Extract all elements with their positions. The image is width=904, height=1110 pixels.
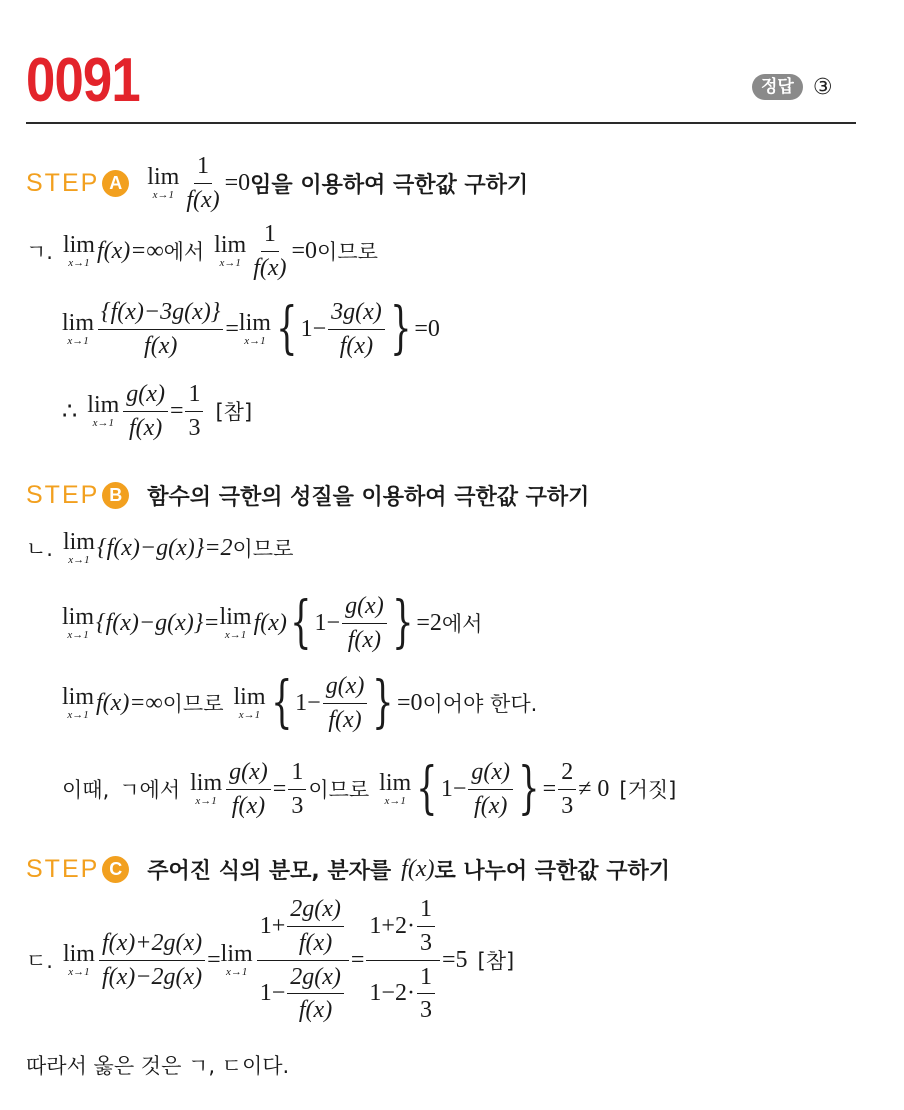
- step-a-title: 임을 이용하여 극한값 구하기: [250, 172, 529, 198]
- step-c-title: 주어진 식의 분모, 분자를: [147, 859, 392, 884]
- step-c-heading: STEP C 주어진 식의 분모, 분자를 f(x) 로 나누어 극한값 구하기: [26, 855, 670, 884]
- item-giyeok-line3: ∴ lim x→1 $\frac{g(x)}{f(x)}$ = $\frac{1}{3}$ [참]: [62, 381, 253, 441]
- answer-badge: 정답: [752, 74, 803, 100]
- answer-value: ③: [812, 74, 833, 100]
- item-nieun-line4: 이때, ㄱ에서 lim x→1 $\frac{g(x)}{f(x)}$ = $\frac{1}{3}$ 이므로 lim x→1 { 1− $\frac{g(x)}{f(x)}$ } = $\frac{2}{3}$ ≠ 0 [거짓]: [62, 756, 677, 822]
- item-nieun-line3: lim x→1 f(x)=∞ 이므로 lim x→1 { 1− $\frac{g(x)}{f(x)}$ } =0 이어야 한다.: [62, 670, 538, 736]
- item-nieun-line2: lim x→1 {f(x)−g(x)}= lim x→1 f(x) { 1− $\frac{g(x)}{f(x)}$ } =2 에서: [62, 590, 483, 656]
- step-a-heading: STEP A lim x→1 $\frac{1}{f(x)}$ =0 임을 이용하여 극한값 구하기: [26, 153, 529, 213]
- step-b-heading: [26, 480, 589, 511]
- step-b-title: 함수의 극한의 성질을 이용하여 극한값 구하기: [147, 485, 590, 510]
- answer-area: [752, 74, 833, 100]
- step-c-badge: C: [102, 856, 129, 883]
- conclusion-text: 따라서 옳은 것은 ㄱ, ㄷ이다.: [26, 1054, 290, 1078]
- fraction: $\frac{1}{f(x)}$: [186, 153, 220, 213]
- step-a-badge: A: [102, 170, 129, 197]
- item-digeut-line: ㄷ. lim x→1 $\frac{f(x)+2g(x)}{f(x)-2g(x)}$ = lim x→1 1+ $\frac{2g(x)}{f(x)}$ 1− $\frac{2g(x)}{f(x)}$ = 1+2· $\frac{1}{3}$ 1−2· $\frac{1}{3}$ =5 [참]: [26, 896, 515, 1024]
- step-b-badge: B: [102, 482, 129, 509]
- lim-operator: lim x→1: [147, 164, 180, 202]
- item-label-digeut: ㄷ.: [26, 949, 53, 974]
- item-label-giyeok: ㄱ.: [26, 240, 53, 265]
- step-label: STEP: [26, 481, 100, 509]
- step-label: STEP: [26, 855, 100, 883]
- item-label-nieun: ㄴ.: [26, 537, 53, 561]
- step-label: STEP: [26, 168, 100, 197]
- item-giyeok-line2: lim x→1 $\frac{\{f(x)-3g(x)\}}{f(x)}$ = lim x→1 { 1− $\frac{3g(x)}{f(x)}$ } =0: [62, 296, 440, 362]
- problem-number: 0091: [26, 46, 140, 115]
- item-giyeok-line1: ㄱ. lim x→1 f(x)=∞ 에서 lim x→1 $\frac{1}{f(x)}$ =0 이므로: [26, 221, 378, 281]
- item-nieun-line1: ㄴ. lim x→1 {f(x)−g(x)}=2 이므로: [26, 529, 294, 566]
- header-divider: [26, 122, 856, 124]
